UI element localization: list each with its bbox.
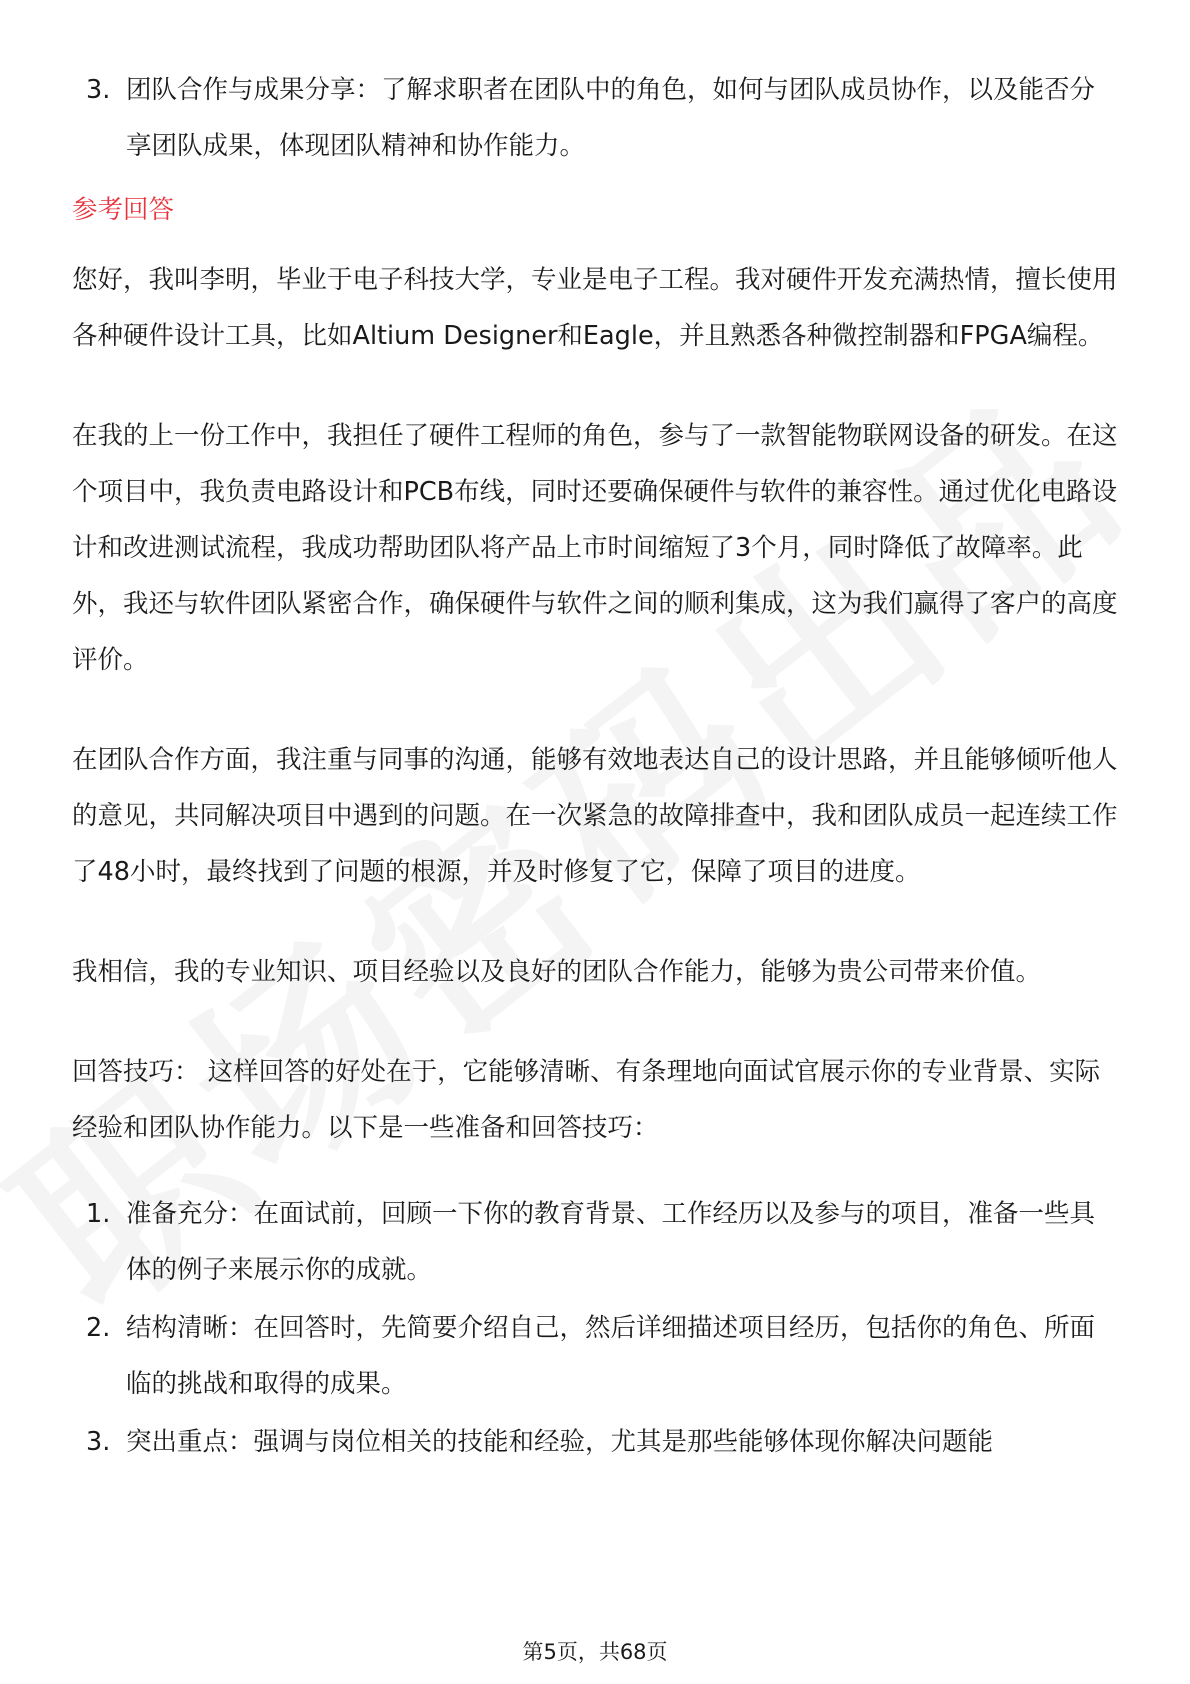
list-number: 2. bbox=[86, 1313, 111, 1343]
list-item bbox=[72, 1414, 1118, 1470]
page-content bbox=[72, 62, 1118, 1470]
answer-paragraph-1: 您好，我叫李明，毕业于电子科技大学，专业是电子工程。我对硬件开发充满热情，擅长使用各种硬件设计工具，比如Altium Designer和Eagle，并且熟悉各种微控制器和FPGA编程。 bbox=[72, 265, 1118, 351]
answer-paragraph-4: 我相信，我的专业知识、项目经验以及良好的团队合作能力，能够为贵公司带来价值。 bbox=[72, 957, 1042, 987]
list-number: 1. bbox=[86, 1199, 111, 1229]
list-number: 3. bbox=[86, 1427, 111, 1457]
tips-intro: 回答技巧： 这样回答的好处在于，它能够清晰、有条理地向面试官展示你的专业背景、实际经验和团队协作能力。以下是一些准备和回答技巧： bbox=[72, 1057, 1101, 1143]
top-list bbox=[72, 62, 1118, 174]
list-item bbox=[72, 1300, 1118, 1412]
answer-paragraph-2: 在我的上一份工作中，我担任了硬件工程师的角色，参与了一款智能物联网设备的研发。在这个项目中，我负责电路设计和PCB布线，同时还要确保硬件与软件的兼容性。通过优化电路设计和改进测试流程，我成功帮助团队将产品上市时间缩短了3个月，同时降低了故障率。此外，我还与软件团队紧密合作，确保硬件与软件之间的顺利集成，这为我们赢得了客户的高度评价。 bbox=[72, 421, 1118, 675]
list-text: 准备充分：在面试前，回顾一下你的教育背景、工作经历以及参与的项目，准备一些具体的例子来展示你的成就。 bbox=[126, 1199, 1096, 1285]
list-text: 结构清晰：在回答时，先简要介绍自己，然后详细描述项目经历，包括你的角色、所面临的挑战和取得的成果。 bbox=[126, 1313, 1096, 1399]
tips-list bbox=[72, 1186, 1118, 1470]
list-number: 3. bbox=[86, 75, 111, 105]
list-text: 突出重点：强调与岗位相关的技能和经验，尤其是那些能够体现你解决问题能 bbox=[126, 1427, 994, 1457]
list-item bbox=[72, 62, 1118, 174]
list-text: 团队合作与成果分享：了解求职者在团队中的角色，如何与团队成员协作，以及能否分享团队成果，体现团队精神和协作能力。 bbox=[126, 75, 1096, 161]
list-item bbox=[72, 1186, 1118, 1298]
page-footer: 第5页，共68页 bbox=[522, 1640, 668, 1664]
reference-answer-heading: 参考回答 bbox=[72, 195, 175, 225]
answer-paragraph-3: 在团队合作方面，我注重与同事的沟通，能够有效地表达自己的设计思路，并且能够倾听他人的意见，共同解决项目中遇到的问题。在一次紧急的故障排查中，我和团队成员一起连续工作了48小时，最终找到了问题的根源，并及时修复了它，保障了项目的进度。 bbox=[72, 745, 1118, 887]
